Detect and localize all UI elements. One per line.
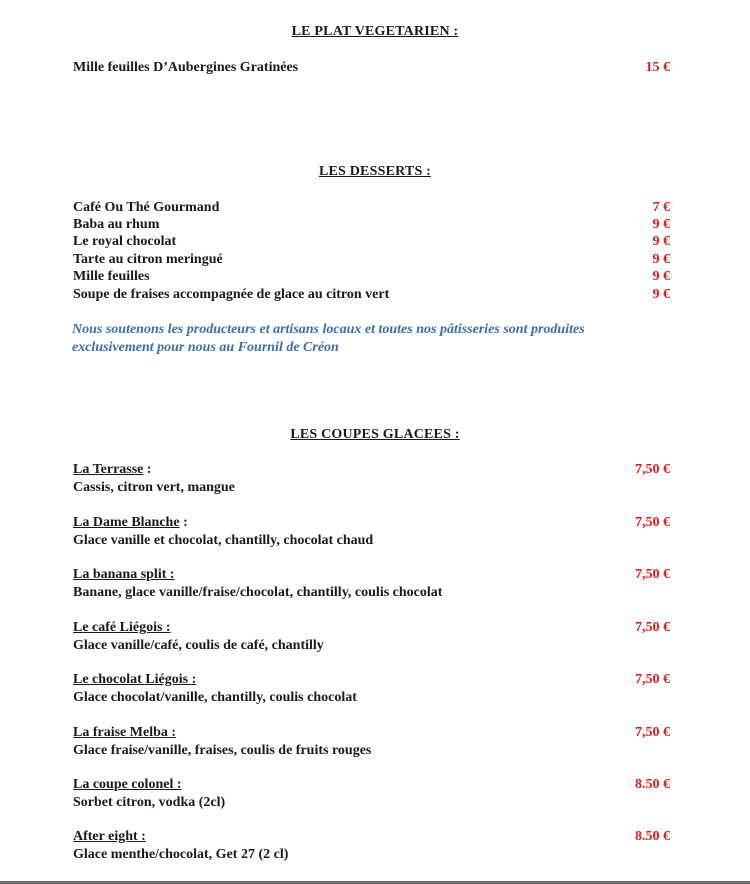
coupe-name: La coupe colonel :	[73, 777, 182, 792]
item-price: 9 €	[652, 217, 670, 232]
menu-item	[73, 59, 670, 77]
coupe-price: 7,50 €	[635, 515, 670, 530]
vegetarian-section-title: LE PLAT VEGETARIEN :	[291, 24, 459, 39]
coupe-name: Le chocolat Liégois :	[73, 672, 197, 687]
item-price: 9 €	[652, 269, 670, 284]
coupe-name: Le café Liégois :	[73, 620, 171, 635]
item-name: Soupe de fraises accompagnée de glace au citron vert	[73, 287, 390, 302]
menu-item	[73, 199, 670, 217]
coupe-item	[73, 724, 670, 760]
menu-item	[73, 286, 670, 304]
coupe-description: Glace chocolat/vanille, chantilly, coulis chocolat	[73, 690, 357, 705]
coupe-description: Sorbet citron, vodka (2cl)	[73, 795, 226, 810]
coupe-description: Glace menthe/chocolat, Get 27 (2 cl)	[73, 847, 289, 862]
item-price: 9 €	[652, 234, 670, 249]
coupe-price: 7,50 €	[635, 725, 670, 740]
item-name: Baba au rhum	[73, 217, 160, 232]
coupe-item	[73, 828, 670, 864]
item-price: 9 €	[652, 252, 670, 267]
item-name: Tarte au citron meringué	[73, 252, 223, 267]
coupe-name: After eight :	[73, 829, 146, 844]
coupe-item	[73, 566, 670, 602]
coupe-price: 7,50 €	[635, 672, 670, 687]
coupe-item	[73, 514, 670, 550]
item-name: Café Ou Thé Gourmand	[73, 200, 220, 215]
menu-item	[73, 268, 670, 286]
coupe-item	[73, 671, 670, 707]
item-name: Le royal chocolat	[73, 234, 177, 249]
coupe-description: Cassis, citron vert, mangue	[73, 480, 235, 495]
coupe-name: La Dame Blanche :	[73, 515, 188, 530]
coupe-name: La fraise Melba :	[73, 725, 177, 740]
coupe-item	[73, 619, 670, 655]
item-name: Mille feuilles D’Aubergines Gratinées	[73, 60, 299, 75]
coupe-item	[73, 776, 670, 812]
coupe-price: 7,50 €	[635, 462, 670, 477]
menu-item	[73, 251, 670, 269]
coupe-description: Glace fraise/vanille, fraises, coulis de fruits rouges	[73, 743, 372, 758]
coupe-price: 7,50 €	[635, 567, 670, 582]
coupe-description: Glace vanille et chocolat, chantilly, chocolat chaud	[73, 533, 374, 548]
item-price: 9 €	[652, 287, 670, 302]
local-producers-note: Nous soutenons les producteurs et artisans locaux et toutes nos pâtisseries sont produites exclusivement pour nous au Fournil de Créon	[72, 322, 585, 355]
item-price: 7 €	[652, 200, 670, 215]
item-name: Mille feuilles	[73, 269, 150, 284]
coupe-item	[73, 461, 670, 497]
coupe-price: 8.50 €	[635, 777, 670, 792]
coupe-price: 8.50 €	[635, 829, 670, 844]
coupe-description: Glace vanille/café, coulis de café, chantilly	[73, 638, 324, 653]
menu-item	[73, 233, 670, 251]
menu-item	[73, 216, 670, 234]
coupe-name: La Terrasse :	[73, 462, 152, 477]
coupe-price: 7,50 €	[635, 620, 670, 635]
coupe-description: Banane, glace vanille/fraise/chocolat, chantilly, coulis chocolat	[73, 585, 443, 600]
coupes-section-title: LES COUPES GLACEES :	[290, 427, 460, 442]
desserts-section-title: LES DESSERTS :	[318, 164, 432, 179]
coupe-name: La banana split :	[73, 567, 175, 582]
item-price: 15 €	[645, 60, 670, 75]
